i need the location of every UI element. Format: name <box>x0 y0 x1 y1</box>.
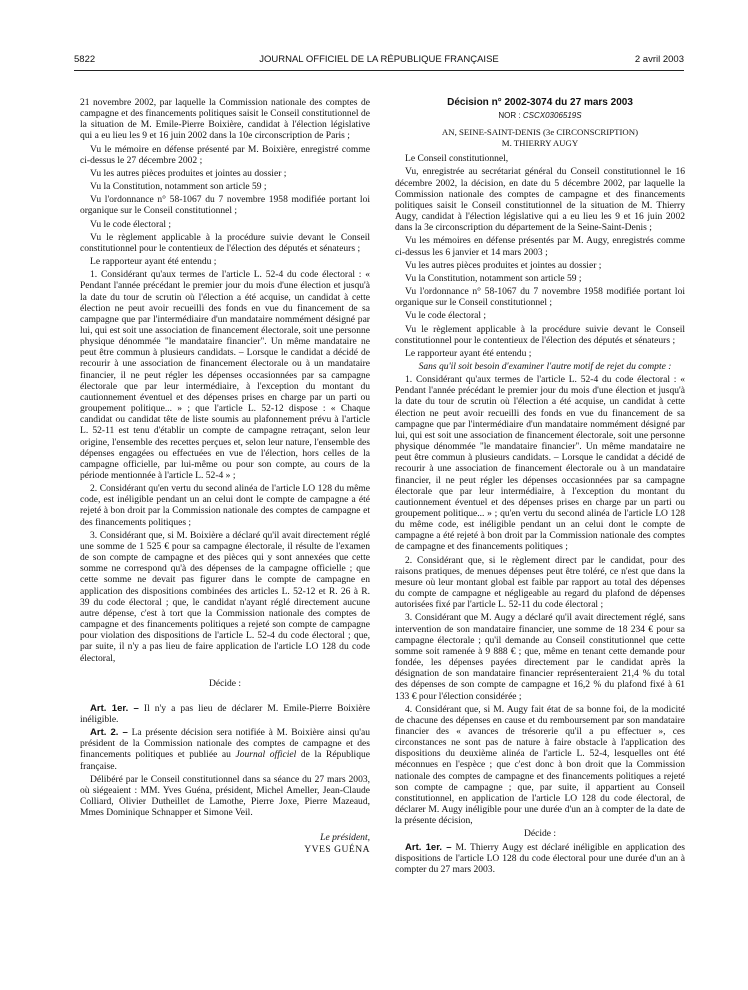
decide-heading: Décide : <box>208 677 242 689</box>
article-1 <box>80 703 370 725</box>
paragraph: Vu le mémoire en défense présenté par M. Boixière, enregistré comme ci-dessus le 27 décembre 2002 ; <box>80 143 370 166</box>
article-1 <box>395 842 685 875</box>
article-text: M. Thierry Augy est déclaré inéligible en application des dispositions de l'article LO 128 du code électoral pour une durée d'un an à compter du 27 mars 2003. <box>395 841 686 875</box>
paragraph: 21 novembre 2002, par laquelle la Commission nationale des comptes de campagne et des financements politiques saisit le Conseil constitutionnel de la situation de M. Emile-Pierre Boixière, candidat à l'élection législative qui a eu lieu les 9 et 16 juin 2002 dans la 10e circonscription de Paris ; <box>80 97 370 142</box>
candidate-name: M. THIERRY AUGY <box>501 137 579 148</box>
paragraph: Vu la Constitution, notamment son article 59 ; <box>405 272 582 284</box>
journal-name: Journal officiel <box>235 749 297 761</box>
paragraph: Le rapporteur ayant été entendu ; <box>90 256 217 268</box>
right-column <box>395 97 685 877</box>
nor-code: CSCX0306519S <box>522 111 582 121</box>
italic-heading: Sans qu'il soit besoin d'examiner l'autre motif de rejet du compte : <box>418 360 672 372</box>
paragraph: Vu les mémoires en défense présentés par M. Augy, enregistrés comme ci-dessus les 6 janvier et 14 mars 2003 ; <box>395 235 685 258</box>
issue-date: 2 avril 2003 <box>634 54 684 65</box>
paragraph: Vu le code électoral ; <box>405 310 487 322</box>
paragraph: Vu le règlement applicable à la procédure suivie devant le Conseil constitutionnel pour le contentieux de l'élection des députés et sénateurs ; <box>395 323 685 346</box>
paragraph: 2. Considérant qu'en vertu du second alinéa de l'article LO 128 du même code, est inéligible pendant un an celui dont le compte de campagne a été rejeté à bon droit par la Commission nationale des comptes de campagne et des financements politiques ; <box>80 483 370 528</box>
left-column <box>80 97 370 855</box>
nor-label: NOR : <box>498 111 521 121</box>
paragraph: Vu l'ordonnance n° 58-1067 du 7 novembre 1958 modifiée portant loi organique sur le Conseil constitutionnel ; <box>395 286 685 309</box>
article-text: La présente décision sera notifiée à M. Boixière ainsi qu'au président de la Commission nationale des comptes de campagne et des financements politiques et publiée au <box>80 727 370 761</box>
paragraph: 3. Considérant que, si M. Boixière a déclaré qu'il avait directement réglé une somme de 1 525 € pour sa campagne électorale, il résulte de l'examen de son compte de campagne et des pièces qui y sont annexées que cette somme ne correspond qu'à des dépenses de la campagne officielle ; que cette somme ne devait pas figurer dans le compte de campagne en application des dispositions combinées des articles L. 52-12 et R. 26 à R. 39 du code électoral ; que, le candidat n'ayant réglé directement aucune autre dépense, c'est à tort que la Commission nationale des comptes de campagne et des financements politiques a rejeté son compte de campagne pour violation des dispositions de l'article L. 52-4 du code électoral ; que, par suite, il n'y a pas lieu de faire application de l'article LO 128 du code électoral, <box>80 529 370 664</box>
paragraph: 2. Considérant que, si le règlement direct par le candidat, pour des raisons pratiques, de menues dépenses peut être toléré, ce n'est que dans la mesure où leur montant global est faible par rapport au total des dépenses du compte de campagne et négligeable au regard du plafond de dépenses autorisées fixé par l'article L. 52-11 du code électoral ; <box>395 554 685 611</box>
paragraph: Vu la Constitution, notamment son article 59 ; <box>90 181 267 193</box>
signature-block <box>80 832 370 854</box>
paragraph: Le Conseil constitutionnel, <box>405 153 509 165</box>
decision-subtitle <box>395 127 685 148</box>
signature-name: YVES GUÉNA <box>304 843 370 855</box>
paragraph: 1. Considérant qu'aux termes de l'article L. 52-4 du code électoral : « Pendant l'année précédant le premier jour du mois d'une élection et jusqu'à la date du tour de scrutin où l'élection a été acquise, un candidat à cette élection ne peut avoir recueilli des fonds en vue du financement de sa campagne que par l'intermédiaire d'un mandataire nommément désigné par lui, qui est soit une association de financement électorale, soit une personne physique dénommée "le mandataire financier". Un même mandataire ne peut être commun à plusieurs candidats. – Lorsque le candidat a décidé de recourir à une association de financement électorale ou à un mandataire financier, il ne peut régler les dépenses occasionnées par sa campagne électorale que par leur intermédiaire, à l'exception du montant du cautionnement éventuel et des dépenses prises en charge par un parti ou groupement politique... » ; que l'article L. 52-12 dispose : « Chaque candidat ou candidat tête de liste soumis au plafonnement prévu à l'article L. 52-11 est tenu d'établir un compte de campagne retraçant, selon leur origine, l'ensemble des recettes perçues et, selon leur nature, l'ensemble des dépenses engagées ou effectuées en vue de l'élection, hors celles de la campagne officielle, par lui-même ou pour son compte, au cours de la période mentionnée à l'article L. 52-4 » ; <box>80 269 370 481</box>
signature-role: Le président, <box>320 832 370 844</box>
paragraph: Vu l'ordonnance n° 58-1067 du 7 novembre 1958 modifiée portant loi organique sur le Conseil constitutionnel ; <box>80 194 370 217</box>
article-label: Art. 2. – <box>90 727 128 739</box>
constituency: AN, SEINE-SAINT-DENIS (3e CIRCONSCRIPTION) <box>441 127 639 138</box>
journal-title: JOURNAL OFFICIEL DE LA RÉPUBLIQUE FRANÇAISE <box>259 54 499 65</box>
article-label: Art. 1er. – <box>90 702 139 714</box>
paragraph: Vu, enregistrée au secrétariat général du Conseil constitutionnel le 16 décembre 2002, la décision, en date du 5 décembre 2002, par laquelle la Commission nationale des comptes de campagne et des financements politiques saisit le Conseil constitutionnel de la situation de M. Thierry Augy, candidat à l'élection législative qui a eu lieu les 9 et 16 juin 2002 dans la 3e circonscription du département de la Seine-Saint-Denis ; <box>395 166 685 234</box>
paragraph: Le rapporteur ayant été entendu ; <box>405 347 532 359</box>
paragraph: Vu les autres pièces produites et jointes au dossier ; <box>405 259 602 271</box>
paragraph: Vu le règlement applicable à la procédure suivie devant le Conseil constitutionnel pour le contentieux de l'élection des députés et sénateurs ; <box>80 231 370 254</box>
decision-title: Décision n° 2002-3074 du 27 mars 2003 <box>447 97 633 108</box>
deliberation: Délibéré par le Conseil constitutionnel dans sa séance du 27 mars 2003, où siégeaient : MM. Yves Guéna, président, Michel Ameller, Jean-Claude Colliard, Olivier Dutheillet de Lamothe, Pierre Joxe, Pierre Mazeaud, Mmes Dominique Schnapper et Simone Veil. <box>80 773 370 819</box>
article-label: Art. 1er. – <box>405 841 452 853</box>
article-2 <box>80 727 370 772</box>
paragraph: Vu le code électoral ; <box>90 218 172 230</box>
nor-reference <box>395 110 685 121</box>
page-number: 5822 <box>74 54 96 65</box>
header-rule <box>74 70 684 71</box>
article-text: Il n'y a pas lieu de déclarer M. Emile-Pierre Boixière inéligible. <box>80 702 370 725</box>
paragraph: 3. Considérant que M. Augy a déclaré qu'il avait directement réglé, sans intervention de son mandataire financier, une somme de 18 234 € pour sa campagne électorale ; qu'il demande au Conseil constitutionnel que cette somme soit ramenée à 9 888 € ; que, même en tenant cette demande pour fondée, les dépenses payées directement par le candidat après la désignation de son mandataire financier représenteraient 21,4 % du total des dépenses de son compte de campagne et 16,2 % du plafond fixé à 61 133 € pour l'élection considérée ; <box>395 612 685 702</box>
article-text-end: de la République française. <box>80 749 370 772</box>
paragraph: Vu les autres pièces produites et jointes au dossier ; <box>90 167 287 179</box>
paragraph: 1. Considérant qu'aux termes de l'article L. 52-4 du code électoral : « Pendant l'année précédant le premier jour du mois d'une élection et jusqu'à la date du tour de scrutin où l'élection a été acquise, un candidat à cette élection ne peut avoir recueilli des fonds en vue du financement de sa campagne que par l'intermédiaire d'un mandataire nommément désigné par lui, qui est soit une association de financement électorale, soit une personne physique dénommée "le mandataire financier". Un même mandataire ne peut être commun à plusieurs candidats. – Lorsque le candidat a décidé de recourir à une association de financement électorale ou à un mandataire financier, il ne peut régler les dépenses occasionnées par sa campagne électorale que par leur intermédiaire, à l'exception du montant du cautionnement éventuel et des dépenses prises en charge par un parti ou groupement politique... » ; qu'en vertu du second alinéa de l'article LO 128 du même code, est inéligible pendant un an celui dont le compte de campagne a été rejeté à bon droit par la Commission nationale des comptes de campagne et des financements politiques ; <box>395 374 685 553</box>
running-header <box>74 54 684 70</box>
paragraph: 4. Considérant que, si M. Augy fait état de sa bonne foi, de la modicité de chacune des dépenses en cause et du remboursement par son mandataire financier des « avances de trésorerie qu'il a pu effectuer », ces circonstances ne sont pas de nature à faire obstacle à l'application des dispositions du deuxième alinéa de l'article L. 52-4, lesquelles ont été méconnues en l'espèce ; que c'est donc à bon droit que la Commission nationale des comptes de campagne et des financements politiques a rejeté son compte de campagne ; que, par suite, il appartient au Conseil constitutionnel, en application de l'article LO 128 du code électoral, de déclarer M. Augy inéligible pour une durée d'un an à compter de la date de la présente décision, <box>395 703 685 827</box>
decide-heading: Décide : <box>523 828 557 840</box>
